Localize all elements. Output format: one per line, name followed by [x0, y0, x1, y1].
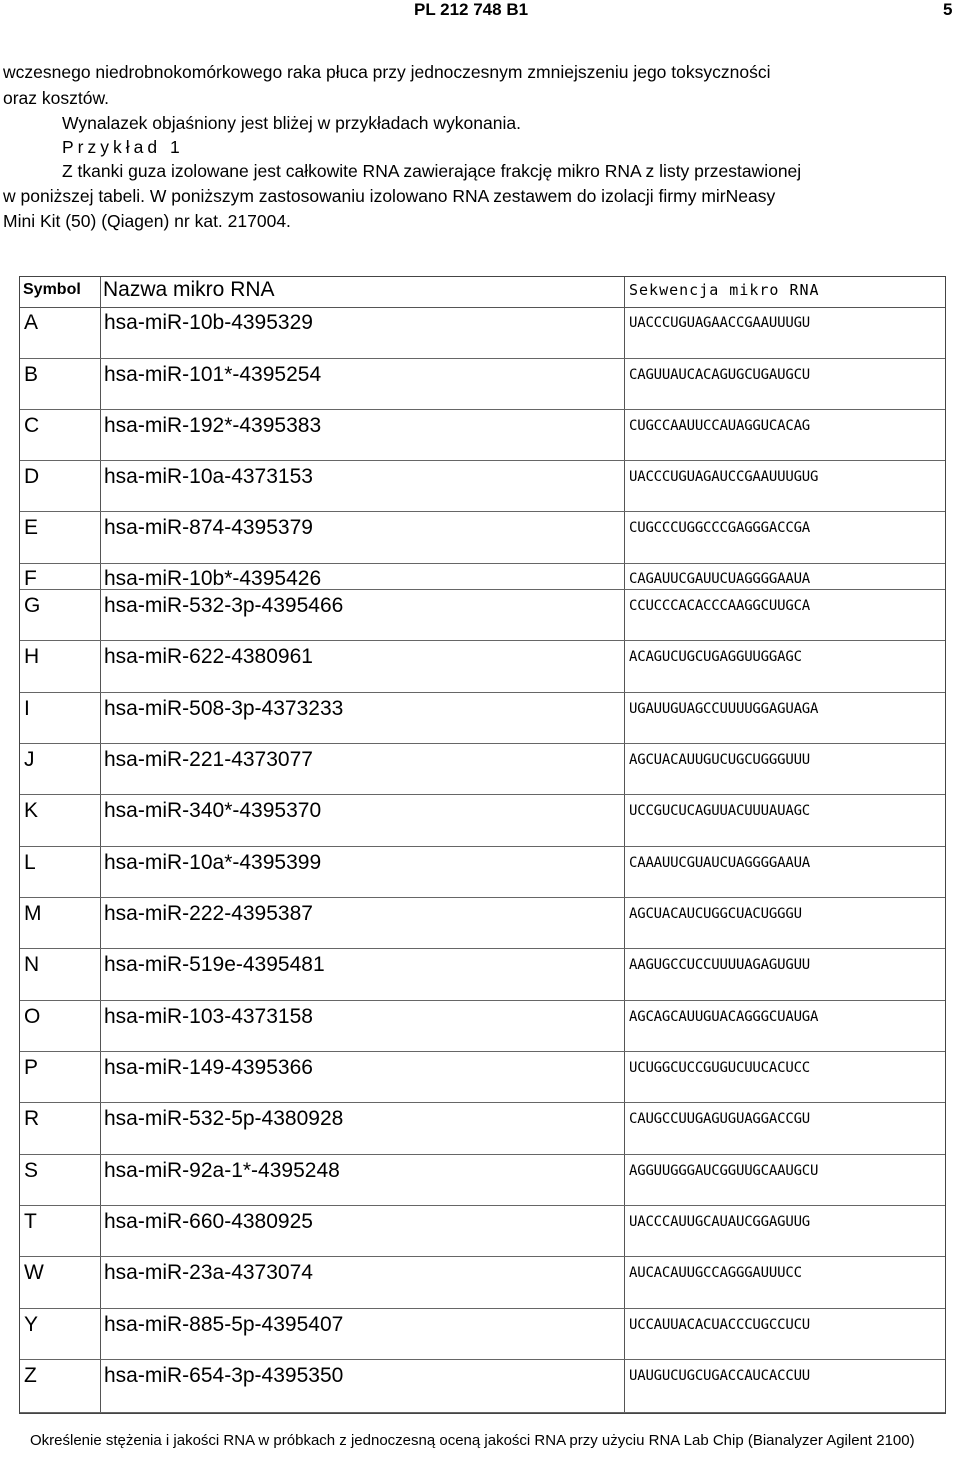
- table-row: [20, 1360, 945, 1413]
- row-symbol: C: [24, 414, 40, 437]
- row-name: hsa-miR-532-3p-4395466: [104, 594, 344, 617]
- table-row: [20, 1309, 945, 1360]
- row-symbol: T: [24, 1210, 37, 1233]
- row-sequence: CAGAUUCGAUUCUAGGGGAAUA: [629, 571, 811, 587]
- row-name: hsa-miR-10a*-4395399: [104, 851, 322, 874]
- row-sequence: AGCAGCAUUGUACAGGGCUAUGA: [629, 1009, 819, 1025]
- table-row: [20, 1001, 945, 1052]
- row-name: hsa-miR-508-3p-4373233: [104, 697, 344, 720]
- header-name: Nazwa mikro RNA: [103, 278, 275, 301]
- table-row: [20, 898, 945, 949]
- paragraph-line: Wynalazek objaśniony jest bliżej w przykładach wykonania.: [62, 113, 521, 133]
- table-row: [20, 693, 945, 744]
- table-row: [20, 847, 945, 898]
- row-sequence: AAGUGCCUCCUUUUAGAGUGUU: [629, 957, 811, 973]
- table-row: [20, 744, 945, 795]
- row-sequence: UACCCUGUAGAUCCGAAUUUGUG: [629, 469, 819, 485]
- table-row: [20, 1206, 945, 1257]
- row-name: hsa-miR-532-5p-4380928: [104, 1107, 344, 1130]
- row-symbol: G: [24, 594, 41, 617]
- patent-number: PL 212 748 B1: [414, 0, 529, 19]
- row-symbol: W: [24, 1261, 44, 1284]
- table-header: [20, 277, 945, 308]
- page-number: 5: [943, 0, 953, 19]
- paragraph-line: wczesnego niedrobnokomórkowego raka płuca przy jednoczesnym zmniejszeniu jego toksyczności: [3, 62, 771, 82]
- row-symbol: J: [24, 748, 35, 771]
- paragraph-line: Mini Kit (50) (Qiagen) nr kat. 217004.: [3, 211, 291, 231]
- row-symbol: M: [24, 902, 42, 925]
- example-heading: Przykład 1: [62, 137, 184, 157]
- row-symbol: E: [24, 516, 39, 539]
- row-symbol: S: [24, 1159, 39, 1182]
- row-symbol: B: [24, 363, 39, 386]
- row-symbol: I: [24, 697, 30, 720]
- table-row: [20, 1257, 945, 1309]
- row-symbol: D: [24, 465, 40, 488]
- row-sequence: CUGCCCUGGCCCGAGGGACCGA: [629, 520, 811, 536]
- table-row: [20, 795, 945, 847]
- header-sequence: Sekwencja mikro RNA: [629, 281, 820, 299]
- row-symbol: R: [24, 1107, 40, 1130]
- paragraph-line: oraz kosztów.: [3, 88, 110, 108]
- row-name: hsa-miR-10b-4395329: [104, 311, 313, 334]
- row-name: hsa-miR-10a-4373153: [104, 465, 313, 488]
- row-symbol: O: [24, 1005, 41, 1028]
- row-symbol: L: [24, 851, 36, 874]
- row-symbol: K: [24, 799, 39, 822]
- row-symbol: Y: [24, 1313, 39, 1336]
- row-symbol: N: [24, 953, 40, 976]
- row-sequence: UCUGGCUCCGUGUCUUCACUCC: [629, 1060, 811, 1076]
- row-sequence: UGAUUGUAGCCUUUUGGAGUAGA: [629, 701, 819, 717]
- table-row: [20, 949, 945, 1001]
- row-sequence: CAUGCCUUGAGUGUAGGACCGU: [629, 1111, 811, 1127]
- row-sequence: ACAGUCUGCUGAGGUUGGAGC: [629, 649, 802, 665]
- footer-text: Określenie stężenia i jakości RNA w próbkach z jednoczesną oceną jakości RNA przy użyciu RNA Lab Chip (Bianalyzer Agilent 2100): [30, 1432, 915, 1449]
- row-sequence: AGCUACAUCUGGCUACUGGGU: [629, 906, 802, 922]
- row-sequence: UAUGUCUGCUGACCAUCACCUU: [629, 1368, 811, 1384]
- header-symbol: Symbol: [23, 281, 81, 298]
- row-name: hsa-miR-92a-1*-4395248: [104, 1159, 340, 1182]
- row-name: hsa-miR-885-5p-4395407: [104, 1313, 344, 1336]
- row-name: hsa-miR-622-4380961: [104, 645, 313, 668]
- table-row: [20, 512, 945, 564]
- row-sequence: CUGCCAAUUCCAUAGGUCACAG: [629, 418, 811, 434]
- row-sequence: UCCGUCUCAGUUACUUUAUAGC: [629, 803, 811, 819]
- paragraph-line: w poniższej tabeli. W poniższym zastosowaniu izolowano RNA zestawem do izolacji firmy mirNeasy: [3, 186, 776, 206]
- table-row: [20, 1052, 945, 1103]
- table-row: [20, 564, 945, 590]
- table-row: [20, 410, 945, 461]
- row-name: hsa-miR-519e-4395481: [104, 953, 325, 976]
- row-name: hsa-miR-340*-4395370: [104, 799, 322, 822]
- paragraph-line: Z tkanki guza izolowane jest całkowite RNA zawierające frakcję mikro RNA z listy przestawionej: [62, 161, 802, 181]
- row-sequence: CAGUUAUCACAGUGCUGAUGCU: [629, 367, 811, 383]
- row-sequence: AGGUUGGGAUCGGUUGCAAUGCU: [629, 1163, 819, 1179]
- row-name: hsa-miR-103-4373158: [104, 1005, 313, 1028]
- table-row: [20, 461, 945, 512]
- row-symbol: A: [24, 311, 39, 334]
- row-symbol: P: [24, 1056, 39, 1079]
- table-row: [20, 359, 945, 410]
- row-name: hsa-miR-23a-4373074: [104, 1261, 313, 1284]
- row-name: hsa-miR-101*-4395254: [104, 363, 322, 386]
- row-name: hsa-miR-10b*-4395426: [104, 567, 322, 590]
- row-sequence: UACCCUGUAGAACCGAAUUUGU: [629, 315, 811, 331]
- row-sequence: AGCUACAUUGUCUGCUGGGUUU: [629, 752, 811, 768]
- row-name: hsa-miR-654-3p-4395350: [104, 1364, 344, 1387]
- row-sequence: CAAAUUCGUAUCUAGGGGAAUA: [629, 855, 811, 871]
- row-name: hsa-miR-149-4395366: [104, 1056, 313, 1079]
- row-symbol: F: [24, 567, 37, 590]
- row-sequence: UCCAUUACACUACCCUGCCUCU: [629, 1317, 811, 1333]
- row-name: hsa-miR-222-4395387: [104, 902, 313, 925]
- row-sequence: AUCACAUUGCCAGGGAUUUCC: [629, 1265, 802, 1281]
- row-name: hsa-miR-660-4380925: [104, 1210, 313, 1233]
- row-sequence: CCUCCCACACCCAAGGCUUGCA: [629, 598, 811, 614]
- row-symbol: Z: [24, 1364, 37, 1387]
- row-name: hsa-miR-874-4395379: [104, 516, 313, 539]
- table-row: [20, 1103, 945, 1155]
- row-sequence: UACCCAUUGCAUAUCGGAGUUG: [629, 1214, 811, 1230]
- mirna-table: [19, 276, 946, 1414]
- row-name: hsa-miR-221-4373077: [104, 748, 313, 771]
- table-row: [20, 307, 945, 359]
- row-symbol: H: [24, 645, 40, 668]
- row-name: hsa-miR-192*-4395383: [104, 414, 322, 437]
- table-row: [20, 641, 945, 693]
- table-row: [20, 590, 945, 641]
- table-row: [20, 1155, 945, 1206]
